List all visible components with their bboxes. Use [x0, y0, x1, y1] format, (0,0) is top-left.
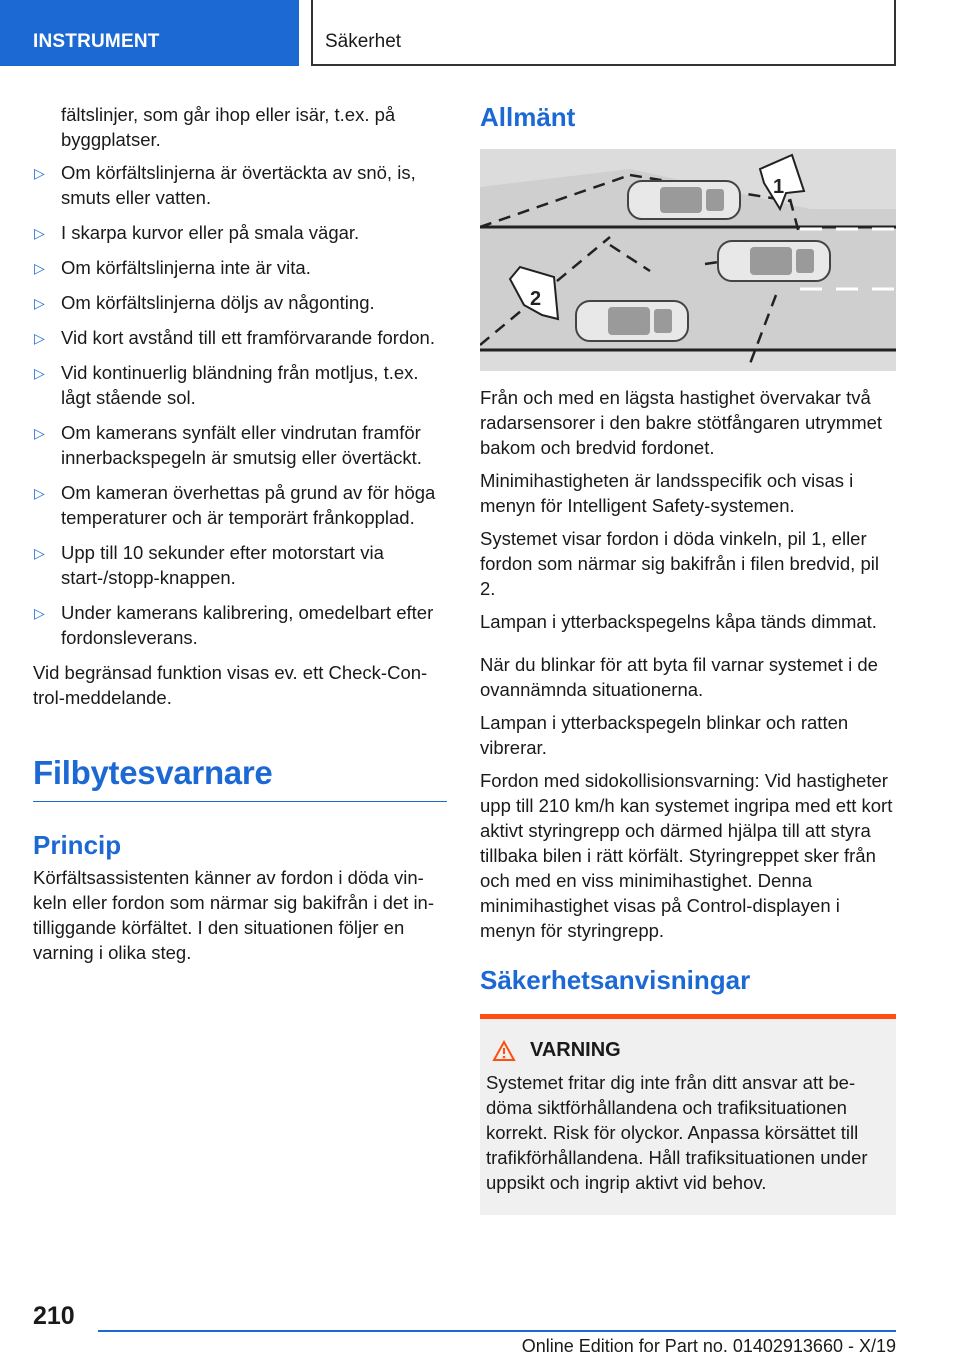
list-item: ▷ I skarpa kurvor eller på smala vägar.	[33, 220, 447, 245]
car-approaching	[576, 301, 688, 341]
lane-change-illustration	[480, 149, 896, 371]
subheading-principle: Princip	[33, 830, 122, 860]
svg-text:1: 1	[773, 176, 785, 198]
triangle-bullet-icon: ▷	[34, 485, 45, 501]
check-control-note: Vid begränsad funktion visas ev. ett Check-Control-meddelande.	[33, 662, 428, 708]
paragraph: Fordon med sidokollisionsvarning: Vid hastigheter upp till 210 km/h kan systemet ingripa med ett kort aktivt styringrepp och därmed hjälpa till att styra tillbaka bilen i rätt körfält. Styringreppet sker från och med en viss minimihastighet. Denna minimihastighet visas på Control-displayen i menyn för styringrepp.	[480, 770, 893, 941]
triangle-bullet-icon: ▷	[34, 605, 45, 621]
page-number: 210	[33, 1302, 75, 1330]
section-tab: INSTRUMENT	[0, 0, 299, 66]
section-heading: Filbytesvarnare	[33, 754, 447, 802]
list-item: ▷ Under kamerans kalibrering, omedelbart efter fordonsleverans.	[34, 602, 434, 648]
triangle-bullet-icon: ▷	[34, 425, 45, 441]
list-item: ▷ Om körfältslinjerna är övertäckta av snö, is, smuts eller vatten.	[34, 162, 416, 208]
footer-edition: Online Edition for Part no. 01402913660 - X/19	[521, 1336, 896, 1356]
page-title: Säkerhet	[311, 0, 896, 66]
triangle-bullet-icon: ▷	[34, 165, 45, 181]
paragraph: Lampan i ytterbackspegelns kåpa tänds dimmat.	[480, 611, 877, 632]
list-item: ▷ Om körfältslinjerna inte är vita.	[33, 255, 447, 280]
list-item: ▷ Om kameran överhettas på grund av för höga temperaturer och är temporärt frånkopplad.	[34, 482, 436, 528]
paragraph: Systemet visar fordon i döda vinkeln, pil 1, eller fordon som närmar sig bakifrån i filen bredvid, pil 2.	[480, 528, 879, 599]
bullet-continuation: fältslinjer, som går ihop eller isär, t.ex. på byggplatser.	[61, 104, 396, 150]
list-item: ▷ Om kamerans synfält eller vindrutan framför innerbackspegeln är smutsig eller övertäckt.	[34, 422, 422, 468]
warning-box	[480, 1014, 896, 1215]
principle-text: Körfältsassistenten känner av fordon i döda vinkeln eller fordon som närmar sig bakifrån i det intilliggande körfältet. I den situationen följer en varning i olika steg.	[33, 867, 435, 963]
triangle-bullet-icon: ▷	[34, 545, 45, 561]
warning-text: Systemet fritar dig inte från ditt ansvar att bedöma siktförhållandena och trafiksituationen korrekt. Risk för olyckor. Anpassa körsättet till trafikförhållandena. Håll trafiksituationen under uppsikt och ingrip aktivt vid behov.	[486, 1072, 868, 1193]
triangle-bullet-icon: ▷	[34, 330, 45, 346]
triangle-bullet-icon: ▷	[34, 225, 45, 241]
triangle-bullet-icon: ▷	[34, 260, 45, 276]
list-item: ▷ Upp till 10 sekunder efter motorstart via start-/stopp-knappen.	[34, 542, 384, 588]
paragraph: Från och med en lägsta hastighet övervakar två radarsensorer i den bakre stötfångaren utrymmet bakom och bredvid fordonet.	[480, 387, 883, 458]
right-column	[480, 102, 896, 1215]
footer-divider	[98, 1330, 896, 1332]
paragraph: Lampan i ytterbackspegeln blinkar och ratten vibrerar.	[480, 712, 849, 758]
svg-text:2: 2	[530, 288, 542, 310]
paragraph: Minimihastigheten är landsspecifik och visas i menyn för Intelligent Safety-systemen.	[480, 470, 854, 516]
warning-title: VARNING	[486, 1039, 886, 1062]
warning-triangle-icon	[492, 1040, 516, 1062]
list-item: ▷ Vid kontinuerlig bländning från motljus, t.ex. lågt stående sol.	[34, 362, 419, 408]
subheading-safety: Säkerhetsanvisningar	[480, 965, 751, 995]
list-item: ▷ Vid kort avstånd till ett framförvarande fordon.	[33, 325, 447, 350]
subheading-general: Allmänt	[480, 102, 576, 132]
paragraph: När du blinkar för att byta fil varnar systemet i de ovannämnda situationerna.	[480, 654, 878, 700]
triangle-bullet-icon: ▷	[34, 295, 45, 311]
car-blind-spot	[628, 181, 740, 219]
left-column	[33, 102, 447, 965]
triangle-bullet-icon: ▷	[34, 365, 45, 381]
car-own	[718, 241, 830, 281]
list-item: ▷ Om körfältslinjerna döljs av någonting.	[33, 290, 447, 315]
limitation-list	[33, 160, 447, 650]
